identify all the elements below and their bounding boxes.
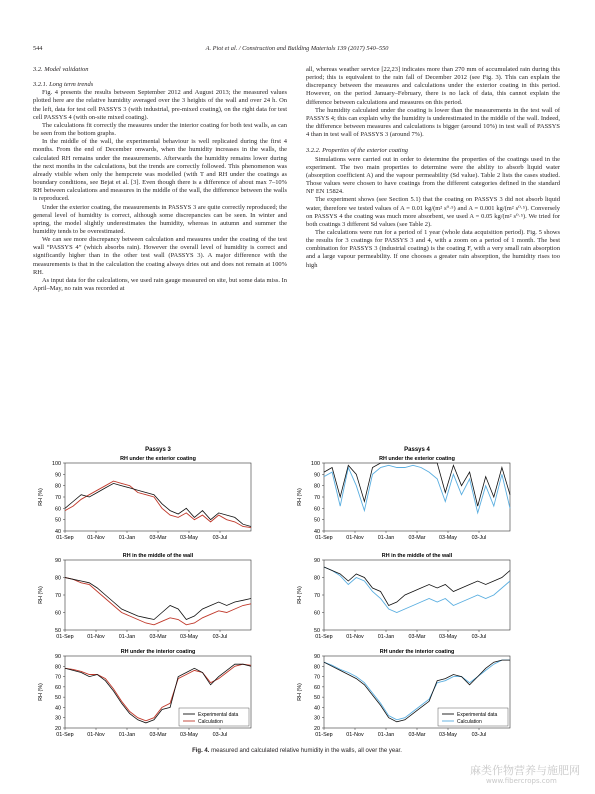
paragraph: Fig. 4 presents the results between September 2012 and August 2013; the measured values plotted here are the relative humidity averaged over the 3 heights of the wall and over 24 h. On the left, data for test cell PASSYS 3 (with industrial, pre-mixed coating), on the right data for test cell PASSYS 4 (with on-site mixed coating). <box>33 89 287 121</box>
y-tick-label: 90 <box>55 558 61 564</box>
x-tick-label: 03-Mar <box>149 732 167 738</box>
y-tick-label: 80 <box>55 664 61 671</box>
y-tick-label: 80 <box>55 575 61 582</box>
y-tick-label: 70 <box>314 495 320 501</box>
chart-svg <box>292 443 550 545</box>
y-axis-label: RH (%) <box>297 683 303 701</box>
x-tick-label: 01-Nov <box>346 634 364 640</box>
series-calculation <box>65 481 251 527</box>
y-tick-label: 80 <box>314 483 320 490</box>
chart-svg <box>292 646 550 742</box>
page-number: 544 <box>33 45 43 52</box>
paragraph: In the middle of the wall, the experimental behaviour is well replicated during the first 4 months. From the end of December onwards, when the humidity increases in the walls, the calculated RH remains under the measurements. Afterwards the humidity remains lower during the next months in the calculations, but the trends are correctly followed. This phenomenon was already visible when only the hempcrete was modelled (with T and RH under the coatings as boundary conditions, see Bejat et al. [3]. Even though there is a difference of about max 7–10% RH between calculations and measures in the middle of the wall, the difference between the walls is reproduced. <box>33 138 287 203</box>
x-tick-label: 01-Sep <box>315 535 333 541</box>
plot-frame <box>65 560 251 630</box>
chart-p4-interior <box>292 646 550 747</box>
x-tick-label: 01-Nov <box>346 535 364 541</box>
x-tick-label: 03-Jul <box>212 634 228 640</box>
y-tick-label: 60 <box>55 506 61 513</box>
x-tick-label: 03-May <box>180 535 198 541</box>
y-axis-label: RH (%) <box>38 683 44 701</box>
y-tick-label: 80 <box>314 575 320 582</box>
caption-label: Fig. 4. <box>192 748 210 754</box>
x-tick-label: 03-Mar <box>149 634 167 640</box>
panel-title: RH under the interior coating <box>120 649 196 655</box>
x-tick-label: 01-Jan <box>377 634 395 640</box>
right-column <box>306 66 560 270</box>
paragraph: We can see more discrepancy between calculation and measures under the coating of the test wall “PASSYS 4” (which absorbs rain). However the overall level of humidity is correct and significantly higher than in the other test wall (PASSYS 3). A major difference with the measurements is that in the calculation the coating always dries out and does not remain at 100% RH. <box>33 236 287 276</box>
x-tick-label: 01-Sep <box>56 535 74 541</box>
legend-label-experimental: Experimental data <box>198 712 239 718</box>
legend-label-calculation: Calculation <box>198 719 223 725</box>
x-tick-label: 03-May <box>180 732 198 738</box>
y-tick-label: 70 <box>55 674 61 681</box>
legend-label-calculation: Calculation <box>457 719 482 725</box>
paragraph: The humidity calculated under the coating is lower than the measurements in the test wall of PASSYS 4; this can explain why the humidity is underestimated in the middle of the wall. Indeed, the difference between measures and calculations is bigger (around 10%) in test wall of PASSYS 4 than in test wall of PASSYS 3 (around 7%). <box>306 106 560 139</box>
x-tick-label: 03-May <box>180 634 198 640</box>
panel-title: RH in the middle of the wall <box>122 553 194 559</box>
y-tick-label: 60 <box>314 506 320 513</box>
y-tick-label: 90 <box>55 472 61 479</box>
y-tick-label: 20 <box>55 726 61 732</box>
y-tick-label: 50 <box>314 517 320 524</box>
y-tick-label: 40 <box>314 705 320 712</box>
x-tick-label: 03-Jul <box>212 535 228 541</box>
x-tick-label: 03-Jul <box>212 732 228 738</box>
figure-caption <box>33 748 561 754</box>
x-tick-label: 01-Sep <box>315 634 333 640</box>
series-experimental <box>65 483 251 526</box>
x-tick-label: 01-Sep <box>315 732 333 738</box>
y-tick-label: 60 <box>55 610 61 617</box>
y-tick-label: 40 <box>55 529 61 535</box>
x-tick-label: 01-Jan <box>118 732 136 738</box>
y-tick-label: 40 <box>55 705 61 712</box>
y-tick-label: 20 <box>314 726 320 732</box>
y-tick-label: 30 <box>314 715 320 722</box>
x-tick-label: 01-Jan <box>377 732 395 738</box>
paragraph: The calculations were run for a period of 1 year (whole data acquisition period). Fig. 5 shows the results for 3 coatings for PASSYS 3 and 4, with a zoom on a period of 1 month. The best combination for PASSYS 3 (industrial coating) is the coating F, with a very small rain absorption and a large vapour permeability. If one chooses a greater rain absorption, the humidity rises too high <box>306 228 560 269</box>
y-tick-label: 100 <box>52 461 61 467</box>
y-tick-label: 60 <box>314 684 320 691</box>
chart-p4-exterior <box>292 443 550 550</box>
y-axis-label: RH (%) <box>297 488 303 506</box>
caption-text: measured and calculated relative humidity in the walls, all over the year. <box>211 748 402 754</box>
y-axis-label: RH (%) <box>38 488 44 506</box>
chart-svg <box>292 550 550 644</box>
paragraph: Simulations were carried out in order to determine the properties of the coatings used in the experiment. The two main properties to determine were the ability to absorb liquid water (absorption coefficient A) and the vapour permeability (Sd value). Table 2 lists the cases studied. Those values were chosen to have coatings from the different categories defined in the standard NF EN 15824. <box>306 155 560 196</box>
y-tick-label: 70 <box>314 593 320 599</box>
y-tick-label: 90 <box>55 654 61 660</box>
chart-svg <box>33 646 291 742</box>
x-tick-label: 01-Sep <box>56 732 74 738</box>
column-title: Passys 4 <box>404 447 430 453</box>
x-tick-label: 01-Sep <box>56 634 74 640</box>
y-tick-label: 50 <box>314 628 320 634</box>
x-tick-label: 03-Jul <box>471 732 487 738</box>
paragraph: Under the exterior coating, the measurements in PASSYS 3 are quite correctly reproduced; the general level of humidity is correct, although some discrepancies can be seen. In winter and spring, the model slightly underestimates the humidity, whereas in autumn and summer the humidity tends to be overestimated. <box>33 203 287 235</box>
journal-reference: A. Piot et al. / Construction and Building Materials 139 (2017) 540–550 <box>205 45 389 52</box>
plot-frame <box>324 560 510 630</box>
x-tick-label: 03-Jul <box>471 634 487 640</box>
series-calculation <box>65 578 251 625</box>
y-tick-label: 90 <box>314 558 320 564</box>
chart-svg <box>33 443 291 545</box>
series-experimental <box>324 463 510 506</box>
y-tick-label: 90 <box>314 472 320 479</box>
chart-p3-exterior <box>33 443 291 550</box>
x-tick-label: 01-Jan <box>377 535 395 541</box>
subsection-heading: 3.2.1. Long term trends <box>33 81 94 89</box>
x-tick-label: 01-Nov <box>346 732 364 738</box>
x-tick-label: 01-Nov <box>87 634 105 640</box>
panel-title: RH under the interior coating <box>379 649 455 655</box>
subsection-heading: 3.2.2. Properties of the exterior coating <box>306 147 409 155</box>
x-tick-label: 01-Nov <box>87 535 105 541</box>
panel-title: RH under the exterior coating <box>120 456 196 462</box>
x-tick-label: 01-Jan <box>118 634 136 640</box>
y-tick-label: 80 <box>314 664 320 671</box>
y-tick-label: 50 <box>55 628 61 634</box>
y-tick-label: 50 <box>314 695 320 702</box>
paragraph: all, whereas weather service [22,23] indicates more than 270 mm of accumulated rain during this period; this is equivalent to the rain fall of December 2012 (see Fig. 3). This can explain the discrepancy between the measures and calculations under the exterior coating in this period. However, on the period January–February, there is no lack of data, this cannot explain the difference between calculations and measures on this period. <box>306 66 560 106</box>
x-tick-label: 03-Mar <box>408 535 426 541</box>
chart-p3-middle <box>33 550 291 649</box>
chart-p3-interior <box>33 646 291 747</box>
section-heading: 3.2. Model validation <box>33 66 89 73</box>
watermark-url: www.fibercrops.com <box>486 777 557 785</box>
x-tick-label: 01-Nov <box>87 732 105 738</box>
y-tick-label: 70 <box>55 495 61 501</box>
paragraph: The experiment shows (see Section 5.1) that the coating on PASSYS 3 did not absorb liquid water, therefore we tested values of A = 0.01 kg/(m² s⁰·⁵) and A = 0.001 kg/(m² s⁰·⁵). Conversely on PASSYS 4 the coating was much more absorbent, we used A = 0.05 kg/(m² s⁰·⁵). We tried for both coatings 3 different Sd values (see Table 2). <box>306 196 560 228</box>
y-tick-label: 90 <box>314 654 320 660</box>
y-tick-label: 50 <box>55 695 61 702</box>
y-tick-label: 100 <box>311 461 320 467</box>
series-experimental <box>65 578 251 620</box>
y-tick-label: 60 <box>314 610 320 617</box>
left-column <box>33 66 287 293</box>
y-tick-label: 30 <box>55 715 61 722</box>
x-tick-label: 03-Jul <box>471 535 487 541</box>
x-tick-label: 03-May <box>439 634 457 640</box>
x-tick-label: 01-Jan <box>118 535 136 541</box>
x-tick-label: 03-May <box>439 732 457 738</box>
plot-frame <box>65 463 251 531</box>
series-experimental <box>324 567 510 606</box>
x-tick-label: 03-Mar <box>149 535 167 541</box>
x-tick-label: 03-May <box>439 535 457 541</box>
y-tick-label: 40 <box>314 529 320 535</box>
column-title: Passys 3 <box>145 447 171 453</box>
y-axis-label: RH (%) <box>38 586 44 604</box>
chart-svg <box>33 550 291 644</box>
chart-p4-middle <box>292 550 550 649</box>
x-tick-label: 03-Mar <box>408 634 426 640</box>
panel-title: RH in the middle of the wall <box>381 553 453 559</box>
y-tick-label: 70 <box>314 674 320 681</box>
x-tick-label: 03-Mar <box>408 732 426 738</box>
legend-label-experimental: Experimental data <box>457 712 498 718</box>
watermark: 麻类作物营养与施肥网 <box>470 764 580 777</box>
y-tick-label: 70 <box>55 593 61 599</box>
y-tick-label: 60 <box>55 684 61 691</box>
y-axis-label: RH (%) <box>297 586 303 604</box>
y-tick-label: 80 <box>55 483 61 490</box>
y-tick-label: 50 <box>55 517 61 524</box>
paragraph: As input data for the calculations, we used rain gauge measured on site, but some data miss. In April–May, no rain was recorded at <box>33 276 287 293</box>
panel-title: RH under the exterior coating <box>379 456 455 462</box>
paragraph: The calculations fit correctly the measures under the interior coating for both test walls, as can be seen from the bottom graphs. <box>33 121 287 138</box>
